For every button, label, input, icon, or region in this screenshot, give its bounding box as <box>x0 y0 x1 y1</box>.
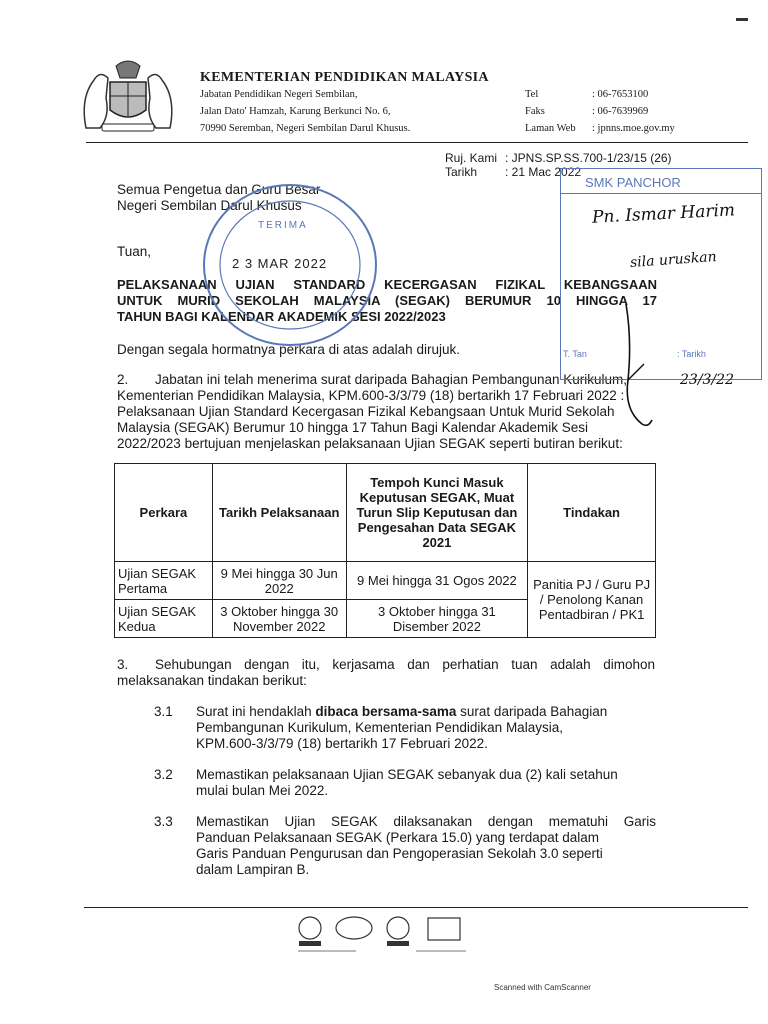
school-stamp-name: SMK PANCHOR <box>585 175 681 190</box>
tarikh-label: Tarikh <box>445 165 478 179</box>
address-line: Jalan Dato' Hamzah, Karung Berkunci No. 6, <box>200 106 391 117</box>
para2-line: Malaysia (SEGAK) Berumur 10 hingga 17 Tahun Bagi Kalendar Akademik Sesi <box>117 420 589 435</box>
item-line: KPM.600-3/3/79 (18) bertarikh 17 Februari 2022. <box>196 736 488 751</box>
table-header: Tindakan <box>528 464 656 562</box>
para2-line: Jabatan ini telah menerima surat daripada Bahagian Pembangunan Kurikulum, <box>155 372 628 387</box>
item-line: Memastikan Ujian SEGAK dilaksanakan dengan mematuhi Garis <box>196 814 656 829</box>
stamp-date: 2 3 MAR 2022 <box>232 256 328 271</box>
contact-label: Tel <box>525 89 539 100</box>
handwritten-note: sila uruskan <box>629 248 718 272</box>
subject-line: UNTUK MURID SEKOLAH MALAYSIA (SEGAK) BERUMUR 10 HINGGA 17 <box>117 293 657 308</box>
certification-badge-icon <box>296 914 468 954</box>
ruj-value: : JPNS.SP.SS.700-1/23/15 (26) <box>505 151 672 165</box>
item-line: Panduan Pelaksanaan SEGAK (Perkara 15.0) yang terdapat dalam <box>196 830 600 845</box>
para3-line: Sehubungan dengan itu, kerjasama dan perhatian tuan adalah dimohon <box>155 657 655 672</box>
school-stamp-tarikh-label: : Tarikh <box>677 349 706 359</box>
contact-label: Laman Web <box>525 123 576 134</box>
scanner-watermark: Scanned with CamScanner <box>494 983 591 992</box>
footer-divider <box>84 907 748 908</box>
item-line: Pembangunan Kurikulum, Kementerian Pendidikan Malaysia, <box>196 720 563 735</box>
item-line: mulai bulan Mei 2022. <box>196 783 329 798</box>
table-header: Perkara <box>115 464 213 562</box>
stamp-word: TERIMA <box>258 220 308 231</box>
address-line: Jabatan Pendidikan Negeri Sembilan, <box>200 89 358 100</box>
address-line: 70990 Seremban, Negeri Sembilan Darul Khusus. <box>200 123 411 134</box>
table-row <box>115 562 656 600</box>
item-number: 3.3 <box>154 814 173 829</box>
header-divider <box>86 142 748 143</box>
contact-label: Faks <box>525 106 545 117</box>
para2-block <box>117 372 655 452</box>
stamp-divider <box>561 193 761 194</box>
address-block <box>200 86 410 137</box>
received-stamp <box>200 180 380 350</box>
ministry-title: KEMENTERIAN PENDIDIKAN MALAYSIA <box>200 70 489 85</box>
para3-number: 3. <box>117 657 129 672</box>
table-cell: 3 Oktober hingga 30 November 2022 <box>212 600 346 638</box>
item-number: 3.1 <box>154 704 173 719</box>
segak-schedule-table <box>114 463 656 638</box>
para3-block <box>117 657 655 689</box>
subject-line: TAHUN BAGI KALENDAR AKADEMIK SESI 2022/2023 <box>117 309 446 324</box>
item-line: dalam Lampiran B. <box>196 862 310 877</box>
table-header: Tempoh Kunci Masuk Keputusan SEGAK, Muat Turun Slip Keputusan dan Pengesahan Data SEGAK 2021 <box>346 464 528 562</box>
signature-mark-icon <box>618 300 658 440</box>
item-text: surat daripada Bahagian <box>456 704 608 719</box>
table-cell-tindakan: Panitia PJ / Guru PJ / Penolong Kanan Pentadbiran / PK1 <box>528 562 656 638</box>
school-stamp-t-label: T. Tan <box>563 349 587 359</box>
salutation: Tuan, <box>117 244 152 259</box>
certification-logos <box>296 914 468 954</box>
contact-labels <box>525 86 576 137</box>
table-header: Tarikh Pelaksanaan <box>212 464 346 562</box>
recipient-line: Negeri Sembilan Darul Khusus <box>117 198 302 213</box>
table-cell: 3 Oktober hingga 31 Disember 2022 <box>346 600 528 638</box>
para3-line: melaksanakan tindakan berikut: <box>117 673 307 688</box>
coat-of-arms-logo <box>76 58 180 136</box>
intro-text: Dengan segala hormatnya perkara di atas adalah dirujuk. <box>117 342 460 357</box>
para2-line: Kementerian Pendidikan Malaysia, KPM.600-3/3/79 (18) bertarikh 17 Februari 2022 : <box>117 388 625 403</box>
item-number: 3.2 <box>154 767 173 782</box>
item-line: Memastikan pelaksanaan Ujian SEGAK sebanyak dua (2) kali setahun <box>196 767 618 782</box>
para2-number: 2. <box>117 372 129 387</box>
tarikh-value: : 21 Mac 2022 <box>505 165 582 179</box>
item-3-1 <box>196 704 656 752</box>
item-text: Surat ini hendaklah <box>196 704 316 719</box>
contact-value: : 06-7639969 <box>592 106 649 117</box>
ruj-label: Ruj. Kami <box>445 151 498 165</box>
table-cell: Ujian SEGAK Pertama <box>115 562 213 600</box>
table-cell: 9 Mei hingga 30 Jun 2022 <box>212 562 346 600</box>
item-3-2 <box>196 767 656 799</box>
contact-values <box>592 86 675 137</box>
item-3-3 <box>196 814 656 878</box>
contact-value: : 06-7653100 <box>592 89 649 100</box>
para2-line: Pelaksanaan Ujian Standard Kecergasan Fizikal Kebangsaan Untuk Murid Sekolah <box>117 404 615 419</box>
handwritten-name: Pn. Ismar Harim <box>591 200 736 228</box>
handwritten-date: 23/3/22 <box>680 372 734 388</box>
recipient-line: Semua Pengetua dan Guru Besar <box>117 182 321 197</box>
table-cell: Ujian SEGAK Kedua <box>115 600 213 638</box>
scan-edge-mark <box>736 18 748 21</box>
para2-line: 2022/2023 bertujuan menjelaskan pelaksanaan Ujian SEGAK seperti butiran berikut: <box>117 436 623 451</box>
table-cell: 9 Mei hingga 31 Ogos 2022 <box>346 562 528 600</box>
subject-line: PELAKSANAAN UJIAN STANDARD KECERGASAN FIZIKAL KEBANGSAAN <box>117 277 657 292</box>
contact-value: : jpnns.moe.gov.my <box>592 123 675 134</box>
item-bold-text: dibaca bersama-sama <box>315 704 457 719</box>
item-line: Garis Panduan Pengurusan dan Pengoperasian Sekolah 3.0 seperti <box>196 846 603 861</box>
